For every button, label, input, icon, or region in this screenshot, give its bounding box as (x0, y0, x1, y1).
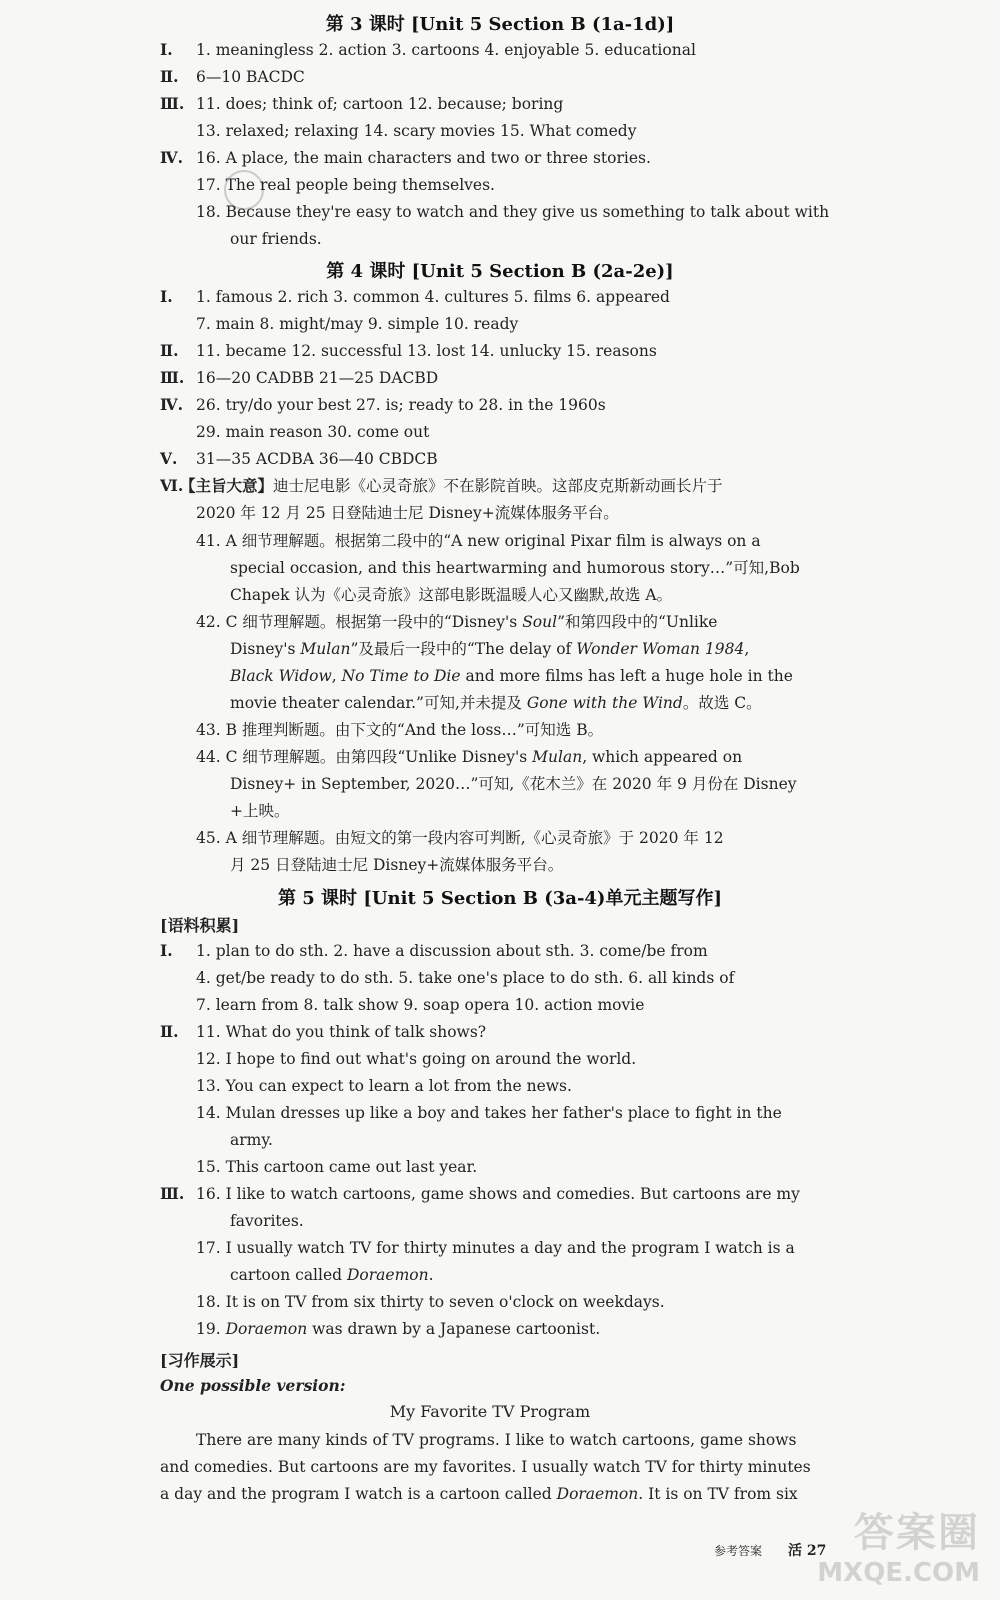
showcase-heading: [习作展示] (160, 1351, 240, 1370)
answer-line (230, 1265, 434, 1285)
text-run: 。故选 C。 (682, 694, 762, 712)
answer-line: 6—10 BACDC (196, 68, 305, 86)
explanation-line (230, 693, 762, 713)
watermark-logo (817, 1501, 980, 1588)
roman-numeral: Ⅱ. (160, 341, 179, 360)
italic-title: Doraemon (225, 1320, 308, 1338)
corpus-heading: [语料积累] (160, 916, 240, 935)
italic-title: Black Widow (230, 667, 332, 685)
answer-line: 17. The real people being themselves. (196, 176, 495, 194)
italic-title: Mulan (300, 640, 351, 658)
text-run: , which appeared on (582, 748, 743, 766)
italic-title: Gone with the Wind (526, 694, 683, 712)
footer-label: 参考答案 (714, 1544, 763, 1558)
italic-title: Doraemon (347, 1266, 429, 1284)
text-run: and more films has left a huge hole in the (460, 667, 793, 685)
text-run: , (331, 667, 342, 685)
gist-line (180, 476, 723, 496)
explanation-line: special occasion, and this heartwarming and humorous story…”可知,Bob (230, 559, 800, 577)
answer-line: 13. relaxed; relaxing 14. scary movies 15. What comedy (196, 122, 637, 140)
answer-line: 17. I usually watch TV for thirty minutes a day and the program I watch is a (196, 1239, 795, 1257)
essay-line: and comedies. But cartoons are my favorites. I usually watch TV for thirty minutes (160, 1458, 811, 1476)
explanation-line (196, 612, 717, 632)
text-run: 42. C 细节理解题。根据第一段中的“Disney's (196, 613, 523, 631)
roman-numeral: Ⅰ. (160, 941, 173, 960)
answer-line: 11. does; think of; cartoon 12. because; boring (196, 95, 564, 113)
section-3-title: 第 3 课时 [Unit 5 Section B (1a-1d)] (325, 14, 675, 35)
explanation-line: Chapek 认为《心灵奇旅》这部电影既温暖人心又幽默,故选 A。 (230, 586, 673, 604)
answer-line: 11. What do you think of talk shows? (196, 1023, 487, 1041)
gist-text: 迪士尼电影《心灵奇旅》不在影院首映。这部皮克斯新动画长片于 (273, 477, 723, 495)
answer-line (196, 1319, 600, 1339)
italic-title: Doraemon (556, 1485, 639, 1503)
answer-line: 18. Because they're easy to watch and they give us something to talk about with (196, 203, 830, 221)
explanation-line: 45. A 细节理解题。由短文的第一段内容可判断,《心灵奇旅》于 2020 年 12 (196, 829, 724, 847)
italic-title: Soul (522, 613, 558, 631)
explanation-line: 43. B 推理判断题。由下文的“And the loss…”可知选 B。 (196, 721, 604, 739)
explanation-line: 月 25 日登陆迪士尼 Disney+流媒体服务平台。 (230, 856, 564, 874)
answer-line: 14. Mulan dresses up like a boy and takes her father's place to fight in the (196, 1104, 782, 1122)
answer-line: 15. This cartoon came out last year. (196, 1158, 478, 1176)
answer-line: 29. main reason 30. come out (196, 423, 430, 441)
roman-numeral: Ⅲ. (160, 1184, 185, 1203)
roman-numeral: Ⅱ. (160, 67, 179, 86)
section-4-title: 第 4 课时 [Unit 5 Section B (2a-2e)] (326, 261, 674, 282)
answer-line: 13. You can expect to learn a lot from the news. (196, 1077, 572, 1095)
explanation-line (196, 747, 742, 767)
page-number: 活 27 (788, 1543, 827, 1559)
explanation-line (230, 666, 793, 686)
text-run: a day and the program I watch is a cartoon called (160, 1485, 557, 1503)
roman-numeral: Ⅰ. (160, 287, 173, 306)
answer-line: 26. try/do your best 27. is; ready to 28. in the 1960s (196, 396, 606, 414)
text-run: cartoon called (230, 1266, 347, 1284)
answer-line: 7. main 8. might/may 9. simple 10. ready (196, 315, 519, 333)
essay-title: My Favorite TV Program (389, 1402, 591, 1421)
text-run: , (744, 640, 750, 658)
answer-line: 11. became 12. successful 13. lost 14. unlucky 15. reasons (196, 342, 657, 360)
roman-numeral: Ⅵ. (160, 476, 184, 495)
answer-line: 12. I hope to find out what's going on around the world. (196, 1050, 637, 1068)
answer-line: 16. A place, the main characters and two or three stories. (196, 149, 651, 167)
answer-line: 7. learn from 8. talk show 9. soap opera 10. action movie (196, 996, 645, 1014)
roman-numeral: Ⅴ. (160, 449, 178, 468)
italic-title: Mulan (532, 748, 583, 766)
answer-line: 31—35 ACDBA 36—40 CBDCB (196, 450, 438, 468)
roman-numeral: Ⅰ. (160, 40, 173, 59)
explanation-line: 41. A 细节理解题。根据第二段中的“A new original Pixar film is always on a (196, 532, 761, 550)
text-run: was drawn by a Japanese cartoonist. (307, 1320, 601, 1338)
explanation-line: +上映。 (230, 802, 290, 820)
essay-line (160, 1484, 798, 1504)
answer-line: 18. It is on TV from six thirty to seven o'clock on weekdays. (196, 1293, 665, 1311)
answer-line: 1. plan to do sth. 2. have a discussion about sth. 3. come/be from (196, 942, 708, 960)
answer-line: favorites. (230, 1212, 304, 1230)
roman-numeral: Ⅳ. (160, 395, 183, 414)
watermark-text: 答案圈 (854, 1510, 980, 1556)
roman-numeral: Ⅲ. (160, 368, 185, 387)
roman-numeral: Ⅳ. (160, 148, 183, 167)
text-run: . It is on TV from six (638, 1485, 798, 1503)
section-5-title: 第 5 课时 [Unit 5 Section B (3a-4)单元主题写作] (278, 888, 722, 909)
version-label: One possible version: (160, 1376, 346, 1395)
gist-line: 2020 年 12 月 25 日登陆迪士尼 Disney+流媒体服务平台。 (196, 504, 619, 522)
text-run: ”和第四段中的“Unlike (557, 613, 718, 631)
answer-line: 16—20 CADBB 21—25 DACBD (196, 369, 439, 387)
answer-line: 1. famous 2. rich 3. common 4. cultures 5. films 6. appeared (196, 288, 670, 306)
text-run: 44. C 细节理解题。由第四段“Unlike Disney's (196, 748, 533, 766)
gist-tag: 【主旨大意】 (180, 476, 274, 495)
answer-line: 4. get/be ready to do sth. 5. take one's place to do sth. 6. all kinds of (196, 969, 735, 987)
text-run: movie theater calendar.”可知,并未提及 (230, 694, 527, 712)
roman-numeral: Ⅲ. (160, 94, 185, 113)
text-run: ”及最后一段中的“The delay of (350, 640, 577, 658)
text-run: . (428, 1266, 434, 1284)
explanation-line (230, 639, 749, 659)
text-run: Disney's (230, 640, 301, 658)
watermark-url: MXQE.COM (817, 1558, 980, 1588)
essay-line: There are many kinds of TV programs. I like to watch cartoons, game shows (196, 1431, 797, 1449)
roman-numeral: Ⅱ. (160, 1022, 179, 1041)
italic-title: No Time to Die (341, 667, 461, 685)
text-run: 19. (196, 1320, 226, 1338)
answer-line: 16. I like to watch cartoons, game shows and comedies. But cartoons are my (196, 1185, 800, 1203)
answer-line: our friends. (230, 230, 322, 248)
answer-line: 1. meaningless 2. action 3. cartoons 4. enjoyable 5. educational (196, 41, 696, 59)
italic-title: Wonder Woman 1984 (576, 640, 745, 658)
answer-line: army. (230, 1131, 273, 1149)
explanation-line: Disney+ in September, 2020…”可知,《花木兰》在 2020 年 9 月份在 Disney (230, 775, 797, 793)
